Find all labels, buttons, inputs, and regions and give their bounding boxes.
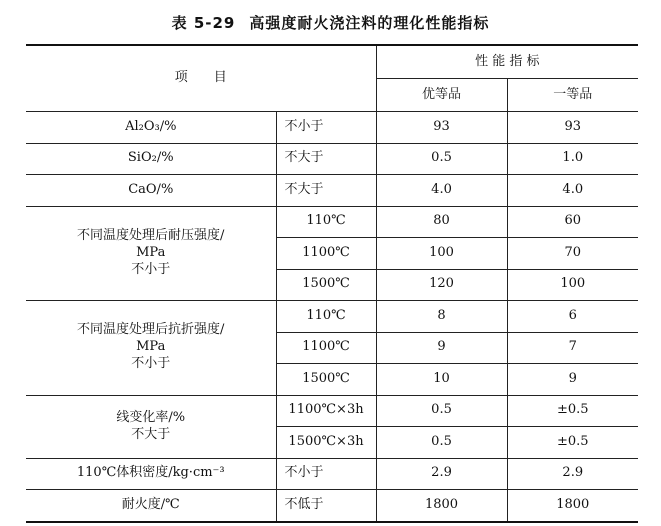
value-first: ±0.5 bbox=[507, 427, 638, 459]
table-caption bbox=[0, 12, 661, 33]
value-first: 4.0 bbox=[507, 175, 638, 207]
row-condition: 不小于 bbox=[276, 458, 376, 490]
value-superior: 93 bbox=[376, 112, 507, 144]
header-grade-superior: 优等品 bbox=[376, 79, 507, 112]
temperature-label: 1100℃×3h bbox=[276, 395, 376, 427]
group-unit: MPa bbox=[136, 339, 166, 355]
value-superior: 80 bbox=[376, 206, 507, 238]
temperature-label: 1100℃ bbox=[276, 332, 376, 364]
header-grade-first: 一等品 bbox=[507, 79, 638, 112]
table-row bbox=[26, 175, 638, 207]
properties-table bbox=[26, 44, 638, 523]
value-first: 100 bbox=[507, 269, 638, 301]
row-label: Al₂O₃/% bbox=[26, 112, 276, 144]
group-label-compressive bbox=[26, 206, 276, 301]
table-row bbox=[26, 490, 638, 522]
value-first: 70 bbox=[507, 238, 638, 270]
temperature-label: 1500℃ bbox=[276, 364, 376, 396]
group-condition: 不小于 bbox=[131, 261, 171, 277]
value-first: 60 bbox=[507, 206, 638, 238]
table-title: 高强度耐火浇注料的理化性能指标 bbox=[249, 14, 490, 32]
value-superior: 8 bbox=[376, 301, 507, 333]
value-superior: 4.0 bbox=[376, 175, 507, 207]
value-superior: 2.9 bbox=[376, 458, 507, 490]
row-condition: 不小于 bbox=[276, 112, 376, 144]
row-condition: 不大于 bbox=[276, 175, 376, 207]
header-item: 项 目 bbox=[26, 45, 376, 112]
group-label-linear-change bbox=[26, 395, 276, 458]
value-first: 7 bbox=[507, 332, 638, 364]
temperature-label: 110℃ bbox=[276, 301, 376, 333]
table-number: 表 5-29 bbox=[171, 14, 236, 32]
table-row bbox=[26, 458, 638, 490]
group-name: 不同温度处理后抗折强度/ bbox=[77, 322, 225, 338]
group-unit: MPa bbox=[136, 244, 166, 260]
value-first: 9 bbox=[507, 364, 638, 396]
header-row bbox=[26, 45, 638, 79]
group-name: 不同温度处理后耐压强度/ bbox=[77, 227, 225, 243]
value-first: 93 bbox=[507, 112, 638, 144]
value-first: 2.9 bbox=[507, 458, 638, 490]
value-superior: 10 bbox=[376, 364, 507, 396]
row-label: CaO/% bbox=[26, 175, 276, 207]
value-superior: 100 bbox=[376, 238, 507, 270]
table-row bbox=[26, 143, 638, 175]
row-label: SiO₂/% bbox=[26, 143, 276, 175]
table-row bbox=[26, 112, 638, 144]
row-label: 耐火度/℃ bbox=[26, 490, 276, 522]
value-superior: 120 bbox=[376, 269, 507, 301]
value-superior: 1800 bbox=[376, 490, 507, 522]
temperature-label: 1500℃×3h bbox=[276, 427, 376, 459]
value-first: 6 bbox=[507, 301, 638, 333]
row-condition: 不低于 bbox=[276, 490, 376, 522]
temperature-label: 110℃ bbox=[276, 206, 376, 238]
value-superior: 0.5 bbox=[376, 427, 507, 459]
value-superior: 0.5 bbox=[376, 143, 507, 175]
group-name: 线变化率/% bbox=[116, 409, 186, 425]
table-row bbox=[26, 395, 638, 427]
value-first: ±0.5 bbox=[507, 395, 638, 427]
group-label-flexural bbox=[26, 301, 276, 396]
header-performance: 性 能 指 标 bbox=[376, 45, 638, 79]
value-first: 1800 bbox=[507, 490, 638, 522]
group-condition: 不大于 bbox=[131, 426, 171, 442]
row-label: 110℃体积密度/kg·cm⁻³ bbox=[26, 458, 276, 490]
table-row bbox=[26, 206, 638, 238]
temperature-label: 1100℃ bbox=[276, 238, 376, 270]
value-superior: 0.5 bbox=[376, 395, 507, 427]
group-condition: 不小于 bbox=[131, 356, 171, 372]
value-first: 1.0 bbox=[507, 143, 638, 175]
temperature-label: 1500℃ bbox=[276, 269, 376, 301]
value-superior: 9 bbox=[376, 332, 507, 364]
row-condition: 不大于 bbox=[276, 143, 376, 175]
table-row bbox=[26, 301, 638, 333]
